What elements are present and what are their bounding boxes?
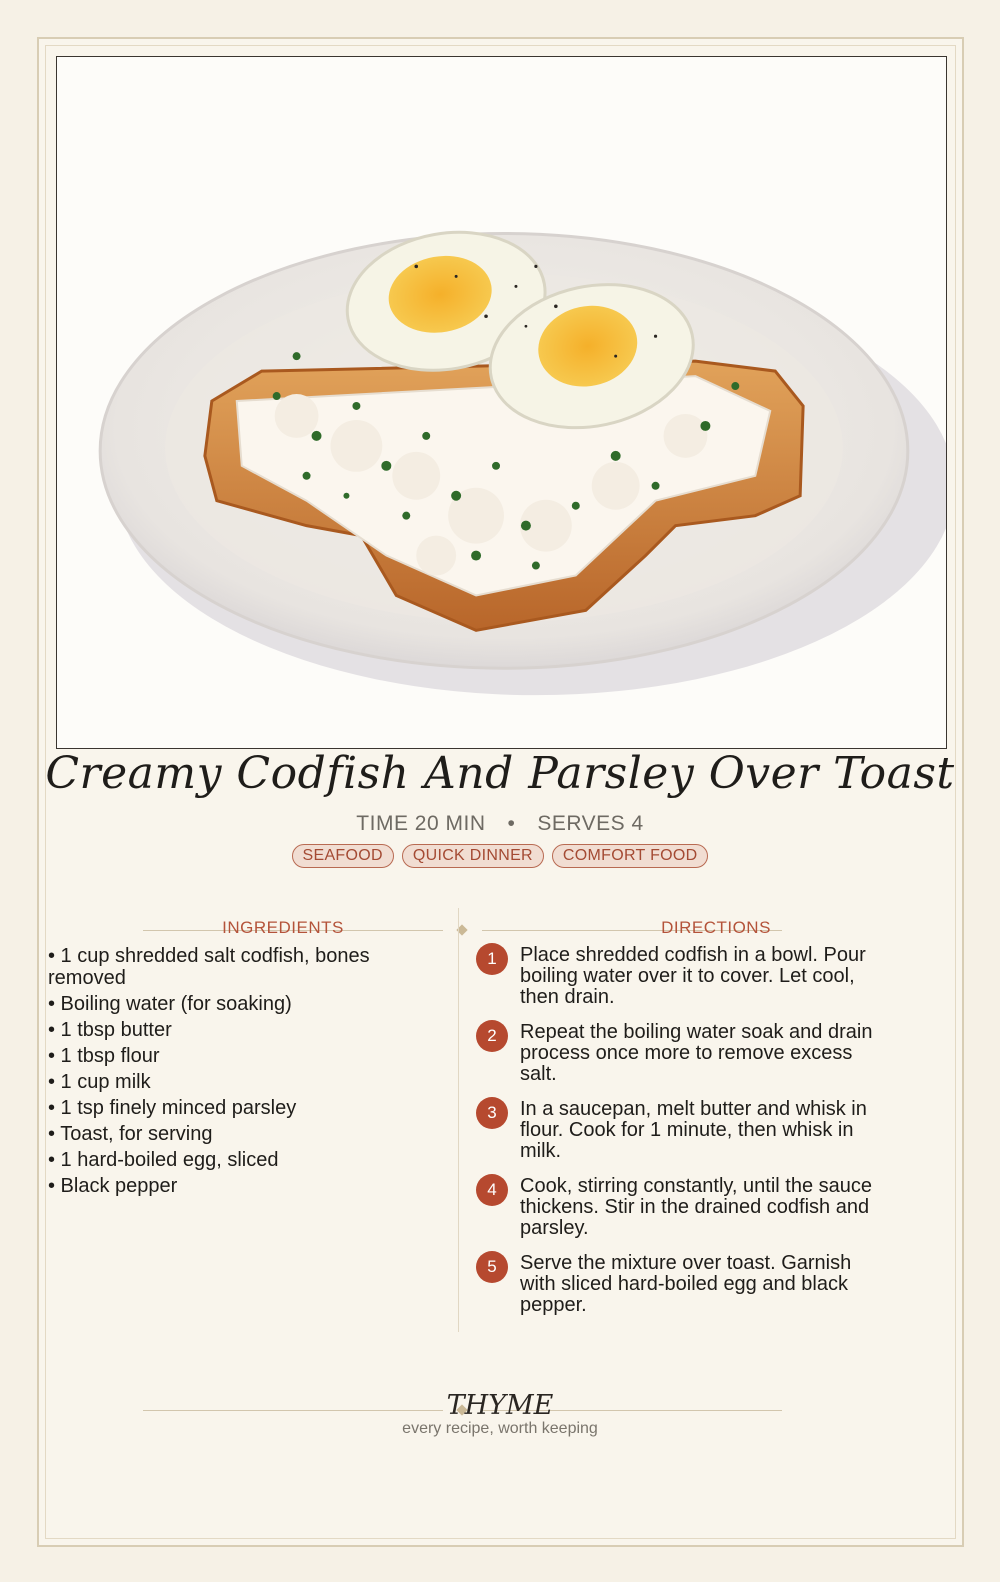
direction-step: [476, 1176, 876, 1239]
directions-heading: DIRECTIONS: [661, 918, 771, 937]
serves-label: SERVES 4: [537, 812, 644, 835]
tag-list: [0, 844, 1000, 868]
step-number-badge: 2: [476, 1020, 508, 1052]
ingredient-item: • Boiling water (for soaking): [48, 993, 292, 1015]
direction-step: [476, 1099, 876, 1162]
step-number-badge: 4: [476, 1174, 508, 1206]
step-number-badge: 5: [476, 1251, 508, 1283]
column-divider: [458, 908, 459, 1332]
ingredient-item: • 1 hard-boiled egg, sliced: [48, 1149, 279, 1171]
direction-step: [476, 1253, 876, 1316]
directions-list: [476, 945, 876, 1316]
step-number-badge: 3: [476, 1097, 508, 1129]
step-text: Place shredded codfish in a bowl. Pour boiling water over it to cover. Let cool, then drain.: [520, 944, 866, 1008]
ingredient-item: • 1 tbsp flour: [48, 1045, 160, 1067]
step-text: In a saucepan, melt butter and whisk in flour. Cook for 1 minute, then whisk in milk.: [520, 1098, 867, 1162]
meta-separator: •: [507, 812, 516, 835]
recipe-title: Creamy Codfish And Parsley Over Toast: [45, 748, 955, 799]
tag-seafood[interactable]: SEAFOOD: [292, 844, 394, 868]
tag-comfort-food[interactable]: COMFORT FOOD: [552, 844, 709, 868]
step-number-badge: 1: [476, 943, 508, 975]
ingredient-item: • 1 tbsp butter: [48, 1019, 172, 1041]
direction-step: [476, 945, 876, 1008]
ingredient-item: • 1 tsp finely minced parsley: [48, 1097, 297, 1119]
step-text: Serve the mixture over toast. Garnish with sliced hard-boiled egg and black pepper.: [520, 1252, 852, 1316]
ingredients-heading: INGREDIENTS: [222, 918, 344, 937]
ingredients-list: [48, 945, 428, 1201]
direction-step: [476, 1022, 876, 1085]
ingredient-item: • Black pepper: [48, 1175, 178, 1197]
ingredient-item: • 1 cup shredded salt codfish, bones removed: [48, 945, 370, 989]
time-label: TIME 20 MIN: [356, 812, 486, 835]
step-text: Cook, stirring constantly, until the sauce thickens. Stir in the drained codfish and parsley.: [520, 1175, 873, 1239]
step-text: Repeat the boiling water soak and drain process once more to remove excess salt.: [520, 1021, 873, 1085]
tag-quick-dinner[interactable]: QUICK DINNER: [402, 844, 544, 868]
brand-logo: THYME: [446, 1390, 554, 1421]
ingredient-item: • 1 cup milk: [48, 1071, 151, 1093]
brand-slogan: every recipe, worth keeping: [402, 1420, 598, 1437]
recipe-meta: [0, 812, 1000, 836]
recipe-photo: [56, 56, 947, 749]
ingredient-item: • Toast, for serving: [48, 1123, 213, 1145]
codfish-toast-illustration: [57, 57, 946, 748]
